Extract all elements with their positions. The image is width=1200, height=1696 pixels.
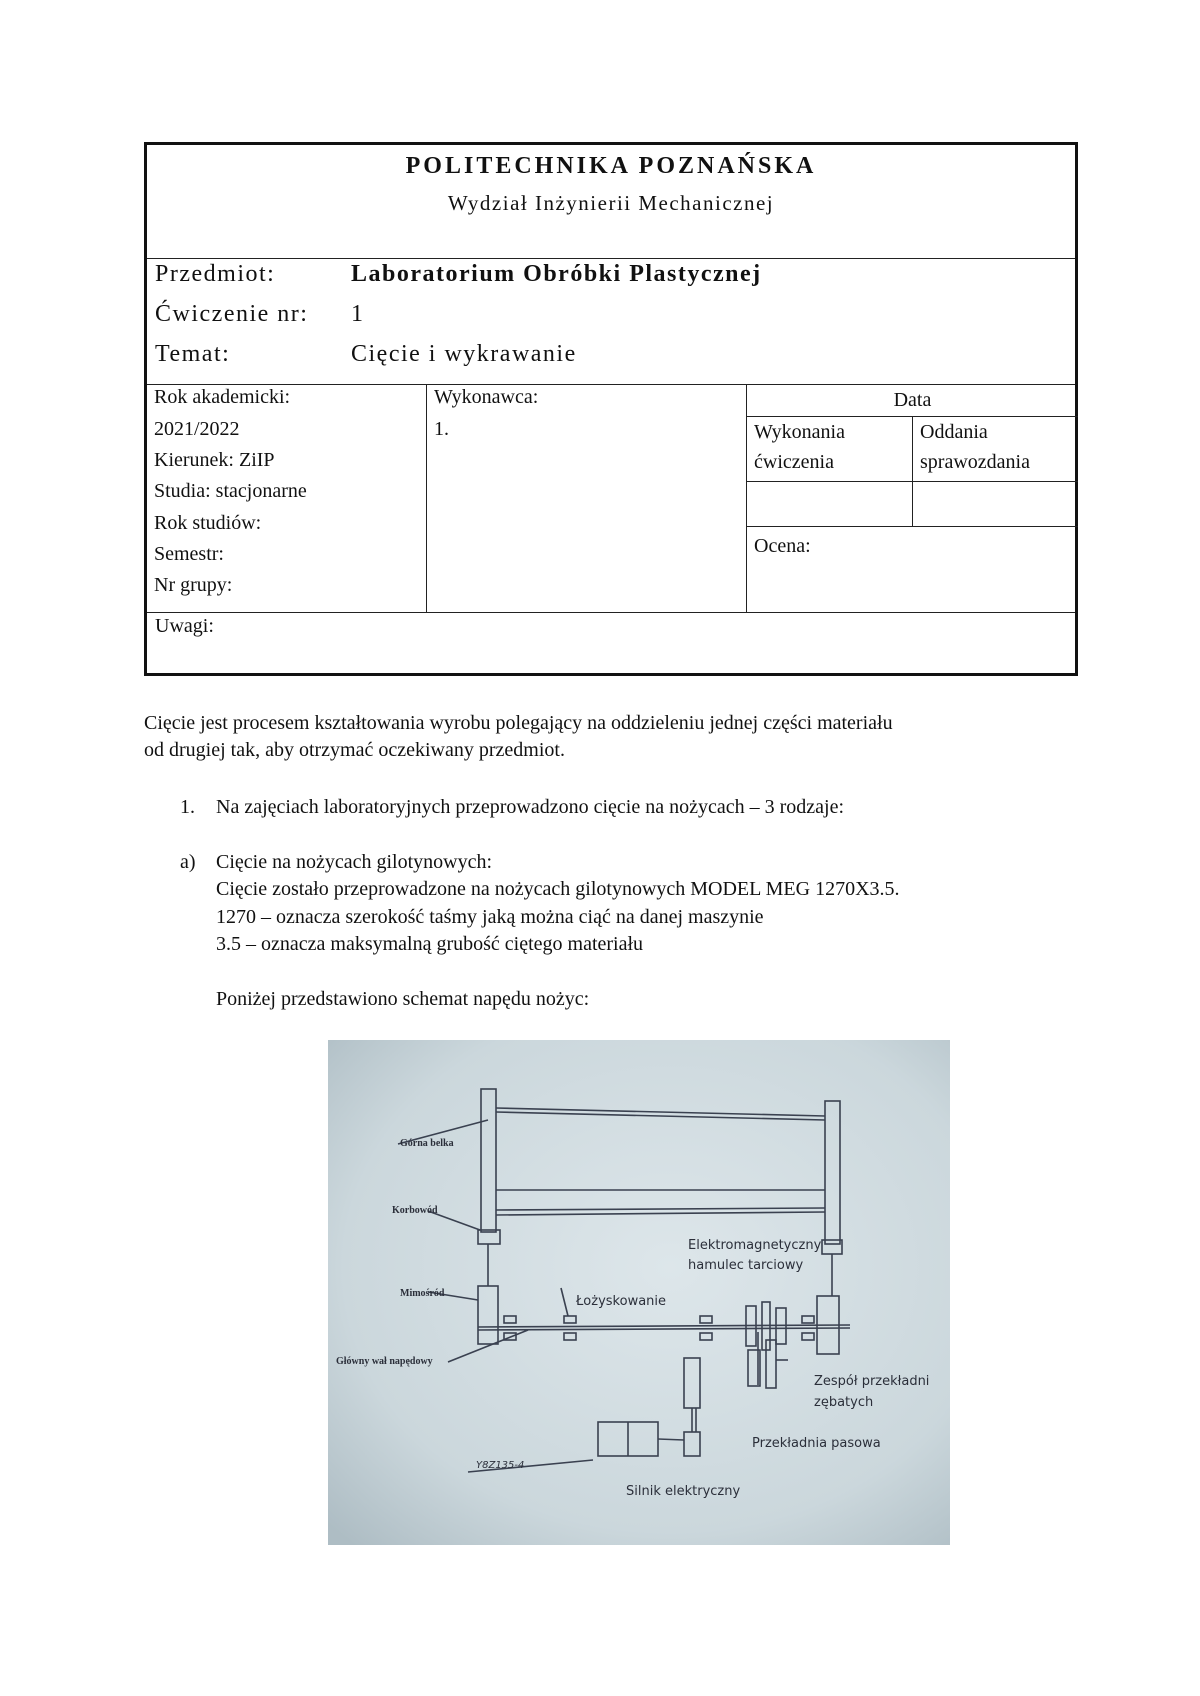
group-number: Nr grupy: xyxy=(154,574,233,596)
remarks-label: Uwagi: xyxy=(155,615,214,637)
sublist-a-title: Cięcie na nożycach gilotynowych: xyxy=(216,851,493,873)
list-item-1-text: Na zajęciach laboratoryjnych przeprowadzono cięcie na nożycach – 3 rodzaje: xyxy=(216,796,844,818)
sublist-a-line-3: 3.5 – oznacza maksymalną grubość ciętego materiału xyxy=(216,933,644,955)
label-motor: Silnik elektryczny xyxy=(626,1484,741,1499)
label-belt-drive: Przekładnia pasowa xyxy=(752,1436,881,1451)
subject-label: Przedmiot: xyxy=(155,261,276,287)
sublist-label-a: a) xyxy=(180,851,196,873)
header-form xyxy=(144,142,1078,676)
done-label-line1: Wykonania xyxy=(754,421,845,443)
label-brake-line2: hamulec tarciowy xyxy=(688,1258,804,1273)
performer-column xyxy=(427,385,747,612)
schema-intro: Poniżej przedstawiono schemat napędu nożyc: xyxy=(216,988,590,1010)
exercise-row xyxy=(155,301,365,328)
faculty-name: Wydział Inżynierii Mechanicznej xyxy=(447,191,775,215)
label-eccentric: Mimośród xyxy=(400,1288,445,1299)
label-brake-line1: Elektromagnetyczny xyxy=(688,1238,822,1253)
date-header: Data xyxy=(747,385,1078,417)
submit-date-cell xyxy=(913,482,1078,527)
form-header xyxy=(147,145,1075,259)
topic-label: Temat: xyxy=(155,341,231,367)
study-year: Rok studiów: xyxy=(154,512,262,534)
submit-label-line2: sprawozdania xyxy=(920,451,1030,473)
sublist-a-line-2: 1270 – oznacza szerokość taśmy jaką można ciąć na danej maszynie xyxy=(216,906,764,928)
label-motor-model: Y8Z135-4 xyxy=(476,1460,525,1471)
label-gears-line1: Zespół przekładni xyxy=(814,1374,930,1389)
label-gears-line2: zębatych xyxy=(814,1395,874,1410)
sublist-a-line-1: Cięcie zostało przeprowadzone na nożycach gilotynowych MODEL MEG 1270X3.5. xyxy=(216,878,900,900)
university-name: POLITECHNIKA POZNAŃSKA xyxy=(405,153,817,179)
exercise-value: 1 xyxy=(351,301,365,327)
topic-value: Cięcie i wykrawanie xyxy=(351,341,577,367)
intro-line-2: od drugiej tak, aby otrzymać oczekiwany przedmiot. xyxy=(144,739,565,761)
student-info-column xyxy=(147,385,427,612)
intro-line-1: Cięcie jest procesem kształtowania wyrobu polegający na oddzieleniu jednej części materiału xyxy=(144,712,893,734)
performer-1: 1. xyxy=(434,418,449,440)
performer-label: Wykonawca: xyxy=(434,386,539,408)
label-main-shaft: Główny wał napędowy xyxy=(336,1356,433,1367)
drive-schematic-photo xyxy=(328,1040,950,1545)
academic-year-value: 2021/2022 xyxy=(154,418,240,440)
label-bearings: Łożyskowanie xyxy=(576,1294,667,1309)
semester: Semestr: xyxy=(154,543,224,565)
study-mode: Studia: stacjonarne xyxy=(154,480,307,502)
info-section xyxy=(147,385,1075,613)
label-upper-beam: Górna belka xyxy=(400,1138,454,1149)
field-of-study: Kierunek: ZiIP xyxy=(154,449,275,471)
done-date-cell xyxy=(747,482,913,527)
academic-year-label: Rok akademicki: xyxy=(154,386,291,408)
date-column xyxy=(747,385,1078,612)
label-connecting-rod: Korbowód xyxy=(392,1205,438,1216)
subject-value: Laboratorium Obróbki Plastycznej xyxy=(351,261,762,287)
subject-section xyxy=(147,259,1075,385)
topic-row xyxy=(155,341,577,368)
done-date-header xyxy=(747,417,913,482)
subject-row xyxy=(155,261,762,288)
exercise-label: Ćwiczenie nr: xyxy=(155,301,309,327)
list-number-1: 1. xyxy=(180,796,195,818)
submit-date-header xyxy=(913,417,1078,482)
grade-label: Ocena: xyxy=(754,535,811,557)
done-label-line2: ćwiczenia xyxy=(754,451,834,473)
submit-label-line1: Oddania xyxy=(920,421,988,443)
grade-cell xyxy=(747,527,1078,613)
